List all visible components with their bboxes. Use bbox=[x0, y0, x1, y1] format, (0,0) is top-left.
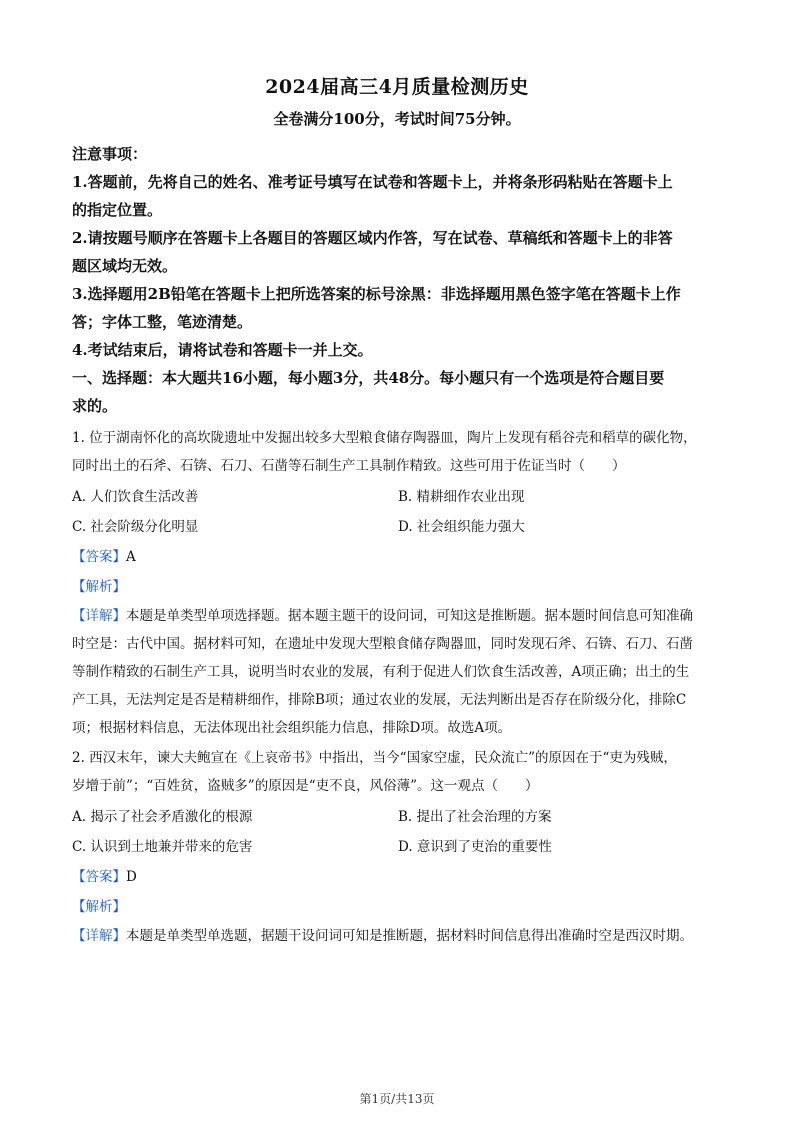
answer-value: A bbox=[126, 549, 136, 565]
detail-text: 等制作精致的石制生产工具，说明当时农业的发展，有利于促进人们饮食生活改善，A项正确；出土的生 bbox=[72, 664, 690, 680]
option-c: C. 认识到土地兼并带来的危害 bbox=[72, 839, 253, 855]
detail-text: 项；根据材料信息，无法体现出社会组织能力信息，排除D项。故选A项。 bbox=[72, 720, 512, 736]
exam-content bbox=[72, 140, 724, 950]
option-a: A. 揭示了社会矛盾激化的根源 bbox=[72, 809, 253, 825]
section-heading: 求的。 bbox=[72, 397, 118, 415]
option-b: B. 提出了社会治理的方案 bbox=[398, 809, 552, 825]
section-heading: 一、选择题：本大题共16小题，每小题3分，共48分。每小题只有一个选项是符合题目要 bbox=[72, 369, 665, 387]
option-d: D. 意识到了吏治的重要性 bbox=[398, 839, 552, 855]
detail-paragraph bbox=[72, 602, 724, 630]
question-1-options bbox=[72, 512, 724, 542]
question-2-stem: 岁增于前”；“百姓贫，盗贼多”的原因是“吏不良，风俗薄”。这一观点（ ） bbox=[72, 778, 539, 794]
notice-heading: 注意事项： bbox=[72, 145, 148, 163]
question-1-stem: 同时出土的石斧、石锛、石刀、石凿等石制生产工具制作精致。这些可用于佐证当时（ ） bbox=[72, 458, 626, 474]
answer-label: 【答案】 bbox=[72, 549, 126, 565]
detail-label: 【详解】 bbox=[72, 608, 126, 624]
question-2-stem: 2. 西汉末年，谏大夫鲍宣在《上哀帝书》中指出，当今“国家空虚，民众流亡”的原因在于“吏为残贼， bbox=[72, 750, 677, 766]
detail-paragraph bbox=[72, 922, 724, 950]
option-c: C. 社会阶级分化明显 bbox=[72, 519, 199, 535]
question-1-options bbox=[72, 482, 724, 512]
answer-row bbox=[72, 542, 724, 572]
notice-line: 1.答题前，先将自己的姓名、准考证号填写在试卷和答题卡上，并将条形码粘贴在答题卡上 bbox=[72, 173, 673, 191]
page-subtitle: 全卷满分100分，考试时间75分钟。 bbox=[273, 110, 521, 128]
analysis-label: 【解析】 bbox=[72, 579, 126, 595]
option-b: B. 精耕细作农业出现 bbox=[398, 489, 525, 505]
notice-line: 2.请按题号顺序在答题卡上各题目的答题区域内作答，写在试卷、草稿纸和答题卡上的非答 bbox=[72, 229, 673, 247]
analysis-label: 【解析】 bbox=[72, 899, 126, 915]
answer-value: D bbox=[126, 869, 137, 885]
notice-line: 3.选择题用2B铅笔在答题卡上把所选答案的标号涂黑：非选择题用黑色签字笔在答题卡上作 bbox=[72, 285, 681, 303]
page-number: 第1页/共13页 bbox=[359, 1092, 435, 1106]
page-title: 2024届高三4月质量检测历史 bbox=[265, 76, 529, 98]
option-d: D. 社会组织能力强大 bbox=[398, 519, 525, 535]
option-a: A. 人们饮食生活改善 bbox=[72, 489, 199, 505]
question-2-options bbox=[72, 832, 724, 862]
answer-row bbox=[72, 862, 724, 892]
question-1-stem: 1. 位于湖南怀化的高坎陇遗址中发掘出较多大型粮食储存陶器皿，陶片上发现有稻谷壳和稻草的碳化物， bbox=[72, 430, 697, 446]
detail-text: 本题是单类型单项选择题。据本题主题干的设问词，可知这是推断题。据本题时间信息可知准确 bbox=[126, 608, 693, 624]
answer-label: 【答案】 bbox=[72, 869, 126, 885]
detail-text: 本题是单类型单选题，据题干设问词可知是推断题，据材料时间信息得出准确时空是西汉时期。 bbox=[126, 928, 693, 944]
notice-line: 的指定位置。 bbox=[72, 201, 163, 219]
detail-label: 【详解】 bbox=[72, 928, 126, 944]
detail-text: 产工具，无法判定是否是精耕细作，排除B项；通过农业的发展，无法判断出是否存在阶级分化，排除C bbox=[72, 692, 687, 708]
notice-line: 4.考试结束后，请将试卷和答题卡一并上交。 bbox=[72, 341, 373, 359]
notice-line: 答；字体工整，笔迹清楚。 bbox=[72, 313, 253, 331]
detail-text: 时空是：古代中国。据材料可知，在遗址中发现大型粮食储存陶器皿，同时发现石斧、石锛、石刀、石凿 bbox=[72, 636, 693, 652]
notice-line: 题区域均无效。 bbox=[72, 257, 178, 275]
question-2-options bbox=[72, 802, 724, 832]
